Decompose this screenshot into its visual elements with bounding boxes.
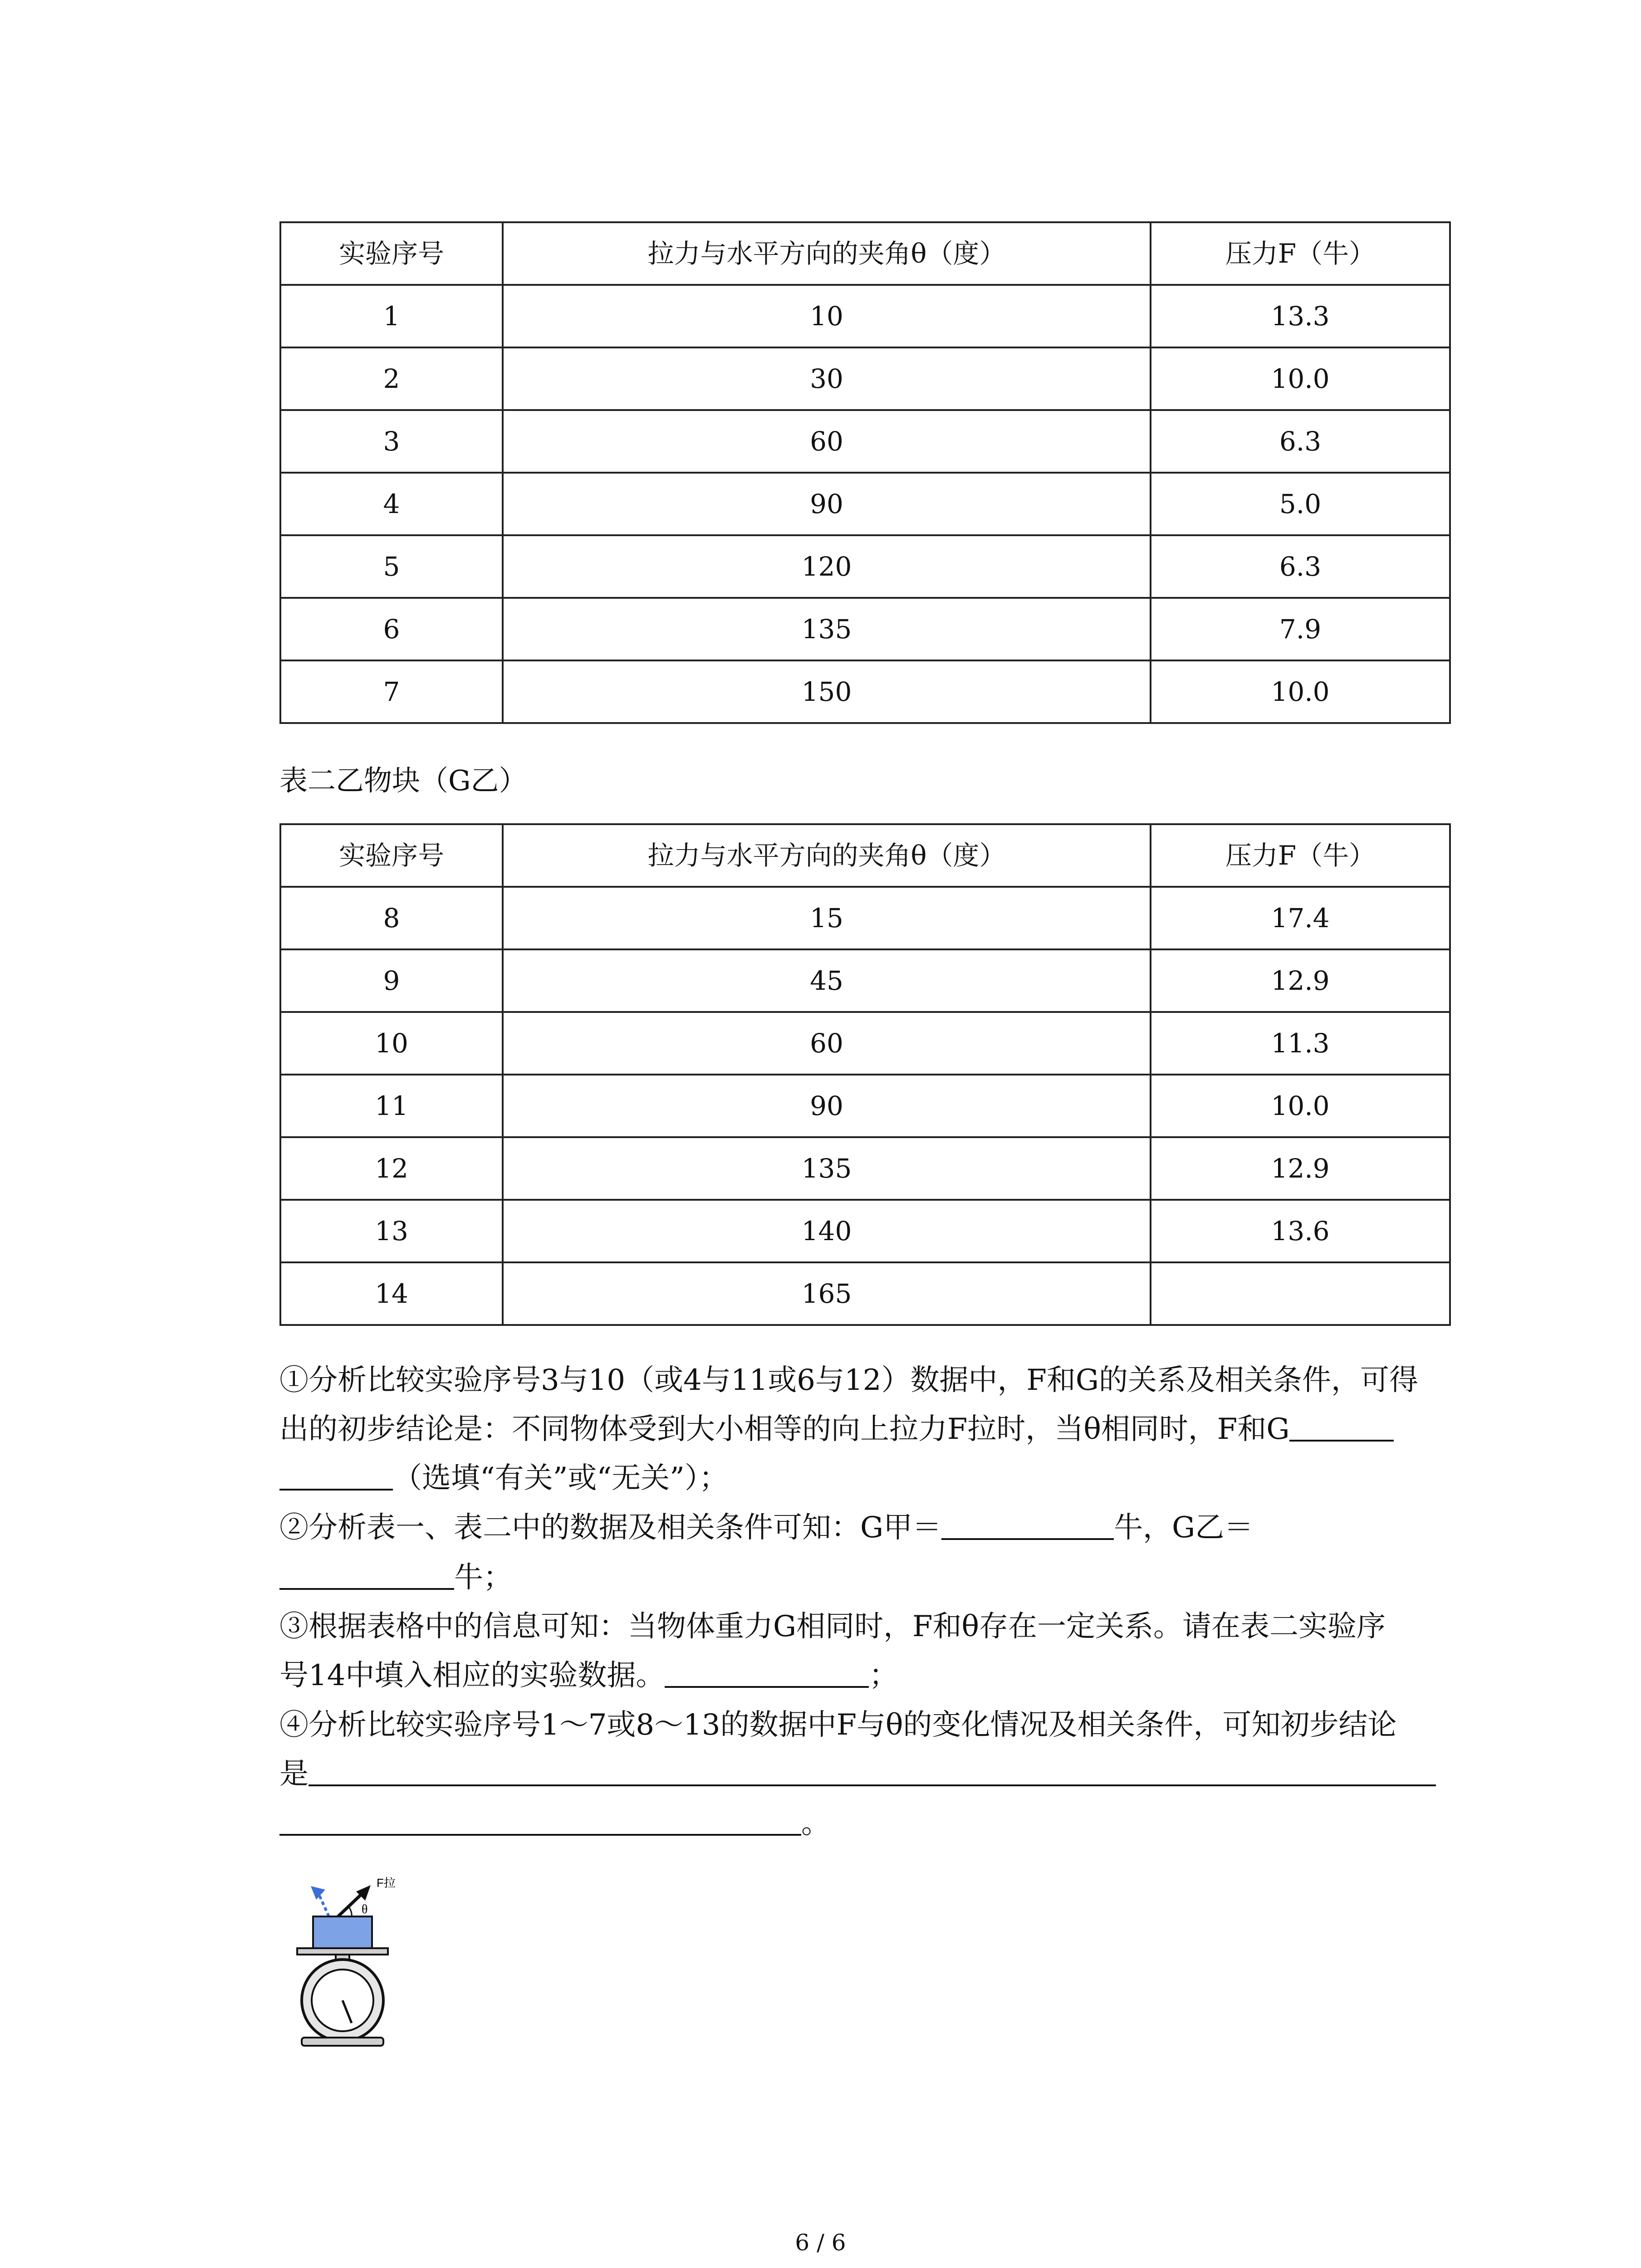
table-row — [280, 887, 1450, 949]
page-number: 6 / 6 — [795, 2229, 846, 2256]
table-cell: 4 — [280, 473, 503, 535]
question-2-line-1 — [279, 1510, 1253, 1545]
table-two-caption: 表二乙物块（G乙） — [279, 764, 527, 797]
question-4-line-3 — [279, 1806, 830, 1841]
question-3-end: ； — [869, 1659, 898, 1692]
table-cell: 10.0 — [1151, 347, 1450, 410]
table-row — [280, 1137, 1450, 1200]
table-cell: 7.9 — [1151, 598, 1450, 660]
table-cell: 12 — [280, 1137, 503, 1200]
scale-platform — [297, 1948, 388, 1955]
table-cell: 6 — [280, 598, 503, 660]
table-cell: 45 — [503, 949, 1151, 1012]
table-cell: 7 — [280, 660, 503, 723]
table-cell: 3 — [280, 410, 503, 473]
angle-arc — [348, 1906, 352, 1917]
table-row — [280, 1200, 1450, 1262]
answer-blank-1[interactable] — [1289, 1413, 1394, 1442]
question-2-unit: 牛； — [454, 1561, 512, 1594]
answer-blank-4-cont[interactable] — [279, 1807, 801, 1836]
scale-base — [302, 2038, 383, 2046]
answer-blank-4[interactable] — [309, 1757, 1436, 1786]
table-two — [279, 823, 1451, 1326]
table-one — [279, 221, 1451, 724]
table-cell: 14 — [280, 1262, 503, 1325]
table-cell: 11.3 — [1151, 1012, 1450, 1075]
table-cell: 9 — [280, 949, 503, 1012]
table-cell: 6.3 — [1151, 535, 1450, 598]
header-cell: 压力F（牛） — [1151, 222, 1450, 285]
table-row — [280, 347, 1450, 410]
table-row — [280, 1012, 1450, 1075]
table-row — [280, 473, 1450, 535]
question-1-line-2 — [279, 1412, 1394, 1447]
table-cell: 10.0 — [1151, 1075, 1450, 1137]
table-cell: 17.4 — [1151, 887, 1450, 949]
table-cell: 13 — [280, 1200, 503, 1262]
question-4-end: 。 — [801, 1807, 830, 1840]
answer-blank-1-cont[interactable] — [279, 1461, 393, 1491]
dashed-arrow-head — [311, 1886, 325, 1900]
question-1-hint: （选填“有关”或“无关”）； — [393, 1461, 728, 1495]
header-cell: 实验序号 — [280, 824, 503, 887]
question-2-text-b: 牛，G乙＝ — [1114, 1511, 1254, 1545]
scale-with-block-icon — [284, 1873, 415, 2055]
question-3-line-1: ③根据表格中的信息可知：当物体重力G相同时，F和θ存在一定关系。请在表二实验序 — [279, 1610, 1386, 1643]
table-cell: 12.9 — [1151, 949, 1450, 1012]
header-cell: 拉力与水平方向的夹角θ（度） — [503, 824, 1151, 887]
table-cell: 60 — [503, 1012, 1151, 1075]
table-cell: 135 — [503, 1137, 1151, 1200]
table-cell: 120 — [503, 535, 1151, 598]
table-row — [280, 598, 1450, 660]
table-cell: 135 — [503, 598, 1151, 660]
table-header-row — [280, 222, 1450, 285]
table-row — [280, 535, 1450, 598]
table-cell: 5 — [280, 535, 503, 598]
table-cell: 30 — [503, 347, 1151, 410]
question-4-line-1: ④分析比较实验序号1～7或8～13的数据中F与θ的变化情况及相关条件，可知初步结论 — [279, 1708, 1397, 1742]
table-cell: 60 — [503, 410, 1151, 473]
table-cell: 2 — [280, 347, 503, 410]
table-header-row — [280, 824, 1450, 887]
header-cell: 拉力与水平方向的夹角θ（度） — [503, 222, 1151, 285]
table-cell: 8 — [280, 887, 503, 949]
table-cell: 13.3 — [1151, 285, 1450, 347]
table-row — [280, 410, 1450, 473]
table-cell: 12.9 — [1151, 1137, 1450, 1200]
table-cell: 150 — [503, 660, 1151, 723]
question-1-line-3 — [279, 1461, 728, 1496]
answer-blank-3[interactable] — [665, 1659, 869, 1688]
question-2-text-a: ②分析表一、表二中的数据及相关条件可知：G甲＝ — [279, 1511, 942, 1545]
table-cell: 1 — [280, 285, 503, 347]
table-row — [280, 949, 1450, 1012]
table-cell: 6.3 — [1151, 410, 1450, 473]
table-row — [280, 660, 1450, 723]
table-row — [280, 1262, 1450, 1325]
table-cell: 13.6 — [1151, 1200, 1450, 1262]
table-cell: 11 — [280, 1075, 503, 1137]
table-row — [280, 285, 1450, 347]
question-2-line-2 — [279, 1560, 512, 1595]
table-cell: 140 — [503, 1200, 1151, 1262]
table-cell: 10 — [280, 1012, 503, 1075]
question-1-text: 出的初步结论是：不同物体受到大小相等的向上拉力F拉时，当θ相同时，F和G — [279, 1413, 1290, 1446]
question-3-text: 号14中填入相应的实验数据。 — [279, 1659, 665, 1692]
answer-cell-14[interactable] — [1151, 1262, 1450, 1325]
table-cell: 15 — [503, 887, 1151, 949]
table-cell: 10 — [503, 285, 1151, 347]
angle-label: θ — [362, 1902, 368, 1916]
table-cell: 90 — [503, 473, 1151, 535]
table-cell: 10.0 — [1151, 660, 1450, 723]
table-cell: 165 — [503, 1262, 1151, 1325]
answer-blank-g-jia[interactable] — [941, 1511, 1114, 1540]
table-cell: 5.0 — [1151, 473, 1450, 535]
table-cell: 90 — [503, 1075, 1151, 1137]
question-4-line-2 — [279, 1757, 1436, 1792]
header-cell: 实验序号 — [280, 222, 503, 285]
question-4-text: 是 — [279, 1757, 309, 1791]
table-row — [280, 1075, 1450, 1137]
block — [313, 1916, 372, 1948]
force-label: F拉 — [377, 1876, 396, 1890]
question-3-line-2 — [279, 1658, 898, 1693]
question-1-line-1: ①分析比较实验序号3与10（或4与11或6与12）数据中，F和G的关系及相关条件，可得 — [279, 1364, 1418, 1397]
header-cell: 压力F（牛） — [1151, 824, 1450, 887]
answer-blank-g-yi[interactable] — [279, 1561, 454, 1590]
